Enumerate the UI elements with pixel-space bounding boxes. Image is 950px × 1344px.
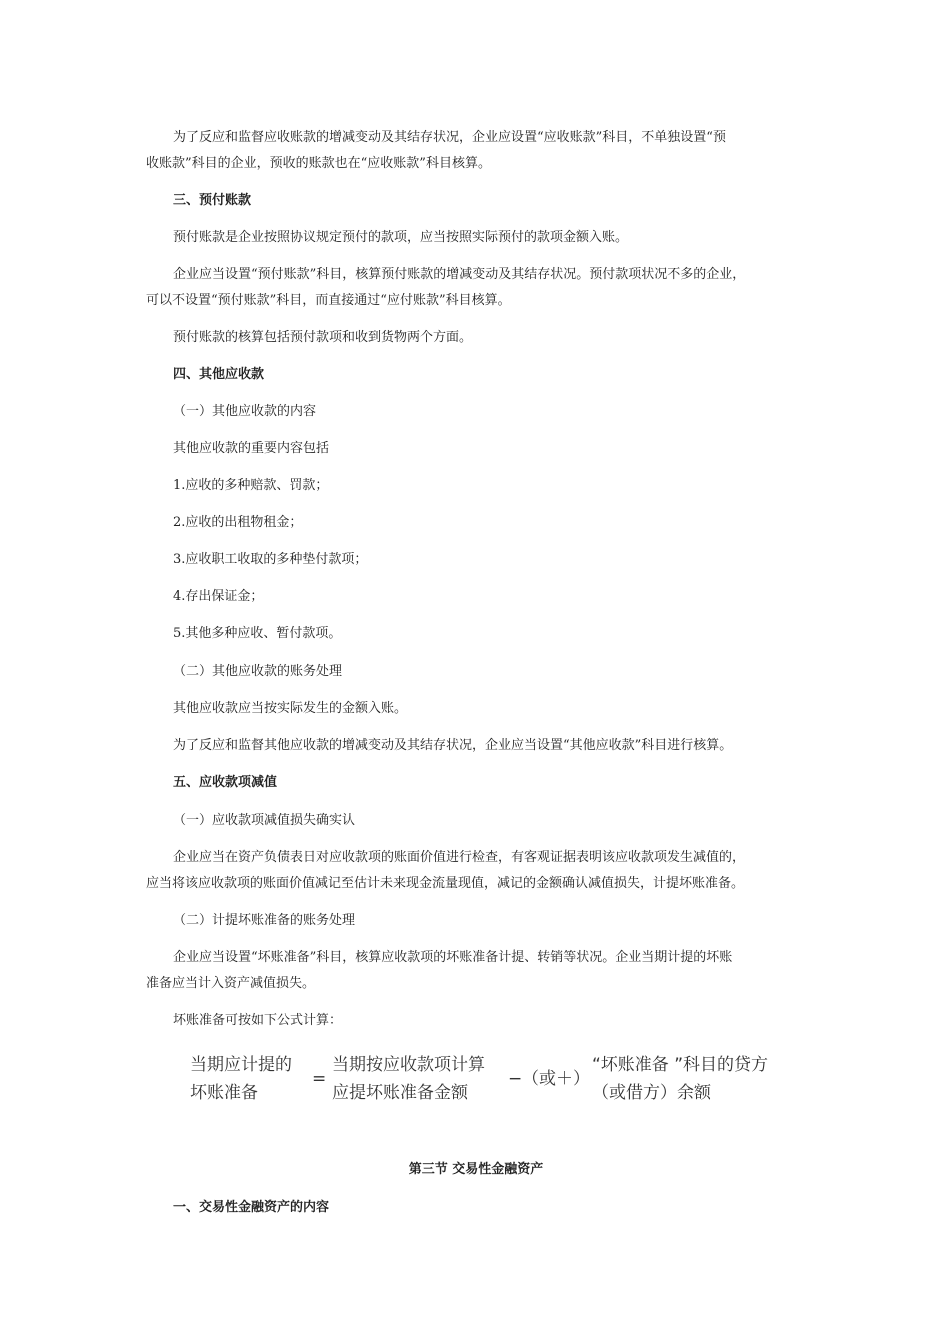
formula-lhs-line1: 当期应计提的 xyxy=(190,1055,292,1075)
heading-trading-assets: 一、交易性金融资产的内容 xyxy=(173,1200,330,1215)
formula-equals: = xyxy=(312,1069,327,1089)
paragraph-line: 预付账款的核算包括预付款项和收到货物两个方面。 xyxy=(173,330,473,345)
formula-minus: − xyxy=(508,1069,523,1089)
section-title: 第三节 交易性金融资产 xyxy=(408,1162,544,1177)
paragraph-line: 准备应当计入资产减值损失。 xyxy=(146,976,316,991)
paragraph-line: 企业应当设置“坏账准备”科目，核算应收款项的坏账准备计提、转销等状况。企业当期计提的坏账 xyxy=(173,950,733,965)
formula-lhs-line2: 坏账准备 xyxy=(190,1083,258,1103)
formula-term2-line2: （或借方）余额 xyxy=(592,1083,711,1103)
formula-term2-line1: “坏账准备 ”科目的贷方 xyxy=(592,1055,769,1075)
subheading: （一）其他应收款的内容 xyxy=(173,404,317,419)
paragraph-line: 为了反应和监督其他应收款的增减变动及其结存状况，企业应当设置“其他应收款”科目进行核算。 xyxy=(173,738,733,753)
paragraph-line: 其他应收款应当按实际发生的金额入账。 xyxy=(173,701,408,716)
subheading: （二）其他应收款的账务处理 xyxy=(173,664,343,679)
list-item: 2.应收的出租物租金； xyxy=(173,515,303,530)
paragraph-line: 为了反应和监督应收账款的增减变动及其结存状况，企业应设置“应收账款”科目，不单独设置“预 xyxy=(173,130,726,145)
bad-debt-formula xyxy=(190,1048,810,1112)
list-item: 1.应收的多种赔款、罚款； xyxy=(173,478,329,493)
heading-receivable-impairment: 五、应收款项减值 xyxy=(173,775,278,790)
paragraph-line: 企业应当设置“预付账款”科目，核算预付账款的增减变动及其结存状况。预付款项状况不多的企业， xyxy=(173,267,746,282)
subheading: （二）计提坏账准备的账务处理 xyxy=(173,913,356,928)
list-item: 5.其他多种应收、暂付款项。 xyxy=(173,626,342,641)
list-item: 4.存出保证金； xyxy=(173,589,264,604)
paragraph-line: 企业应当在资产负债表日对应收款项的账面价值进行检查，有客观证据表明该应收款项发生减值的， xyxy=(173,850,746,865)
paragraph-line: 坏账准备可按如下公式计算： xyxy=(173,1013,343,1028)
paragraph-line: 收账款”科目的企业，预收的账款也在“应收账款”科目核算。 xyxy=(146,156,491,171)
formula-term1-line1: 当期按应收款项计算 xyxy=(332,1055,485,1075)
paragraph-line: 其他应收款的重要内容包括 xyxy=(173,441,330,456)
formula-or-plus: （或＋） xyxy=(522,1069,590,1089)
paragraph-line: 可以不设置“预付账款”科目，而直接通过“应付账款”科目核算。 xyxy=(146,293,511,308)
paragraph-line: 预付账款是企业按照协议规定预付的款项，应当按照实际预付的款项金额入账。 xyxy=(173,230,629,245)
heading-other-receivables: 四、其他应收款 xyxy=(173,367,265,382)
list-item: 3.应收职工收取的多种垫付款项； xyxy=(173,552,368,567)
paragraph-line: 应当将该应收款项的账面价值减记至估计未来现金流量现值，减记的金额确认减值损失，计提坏账准备。 xyxy=(146,876,745,891)
formula-term1-line2: 应提坏账准备金额 xyxy=(332,1083,468,1103)
subheading: （一）应收款项减值损失确实认 xyxy=(173,813,356,828)
heading-prepayments: 三、预付账款 xyxy=(173,193,252,208)
